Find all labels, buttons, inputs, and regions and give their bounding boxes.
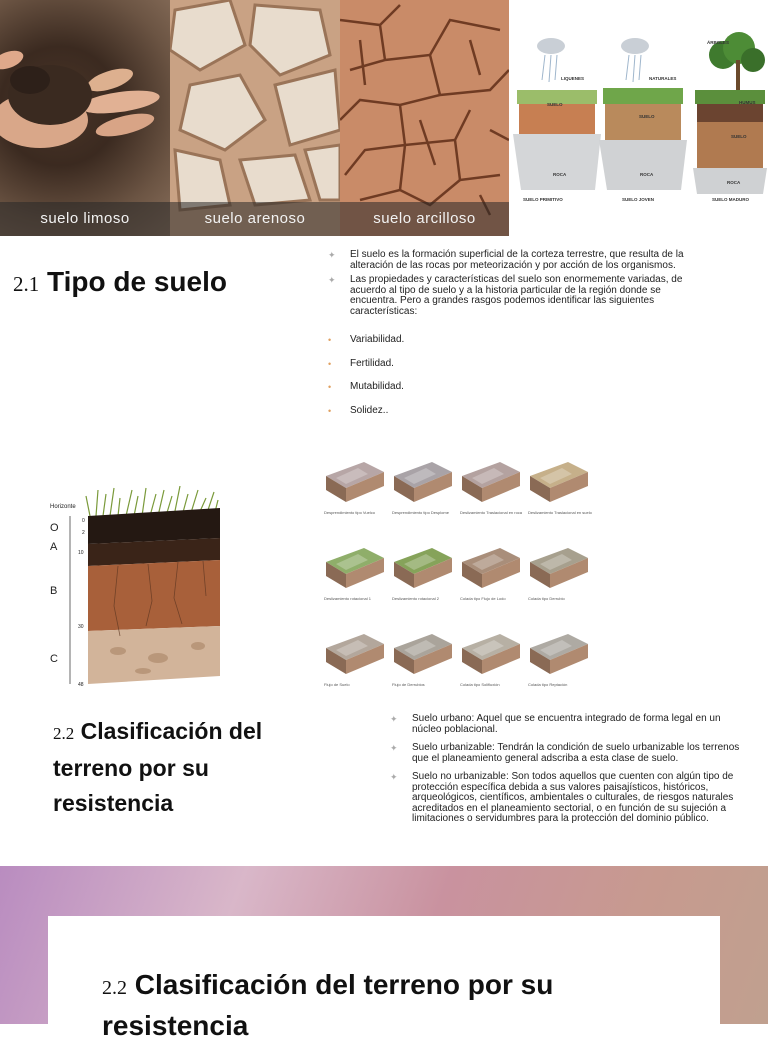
terrain-block-illustration	[460, 626, 522, 676]
bullet-icon: •	[328, 382, 332, 392]
terrain-block-illustration	[528, 454, 590, 504]
bullet-icon: ✦	[328, 250, 336, 260]
terrain-block-illustration	[460, 540, 522, 590]
soil-stages-illustration	[509, 0, 768, 236]
label-humus: HUMUS	[739, 100, 756, 105]
landslide-thumbnail	[392, 626, 454, 676]
landslide-thumbnail	[392, 540, 454, 590]
section-title-text: Tipo de suelo	[47, 266, 227, 297]
bullet-icon: ✦	[390, 772, 398, 782]
photo-suelo-arcilloso	[340, 0, 509, 236]
photo-caption: suelo limoso	[0, 202, 170, 236]
cracked-sand-illustration	[170, 0, 340, 236]
terrain-block-illustration	[392, 454, 454, 504]
classification-item: ✦ Suelo no urbanizable: Son todos aquellos que cuenten con algún tipo de protección específica debida a sus valores paisajísticos, históricos, arqueológicos, científicos, ambientales o culturales, de riesgos naturales acreditados en el planeamiento sectorial, o en función de su sujeción a limitaciones o servidumbres para la protección del dominio público.	[390, 771, 734, 824]
terrain-block-illustration	[460, 454, 522, 504]
landslide-types-grid	[320, 448, 600, 703]
terrain-block-illustration	[392, 626, 454, 676]
terrain-block-illustration	[528, 626, 590, 676]
landslide-caption: Deslizamiento Traslacional en roca	[460, 510, 523, 515]
label-suelo-2: SUELO	[639, 114, 655, 119]
photo-suelo-limoso	[0, 0, 170, 236]
stage-name-joven: SUELO JOVEN	[622, 197, 655, 202]
horizon-b: B	[50, 585, 58, 597]
classification-item: ✦ Suelo urbanizable: Tendrán la condición de suelo urbanizable los terrenos que el planeamiento general adscriba a esta clase de suelo.	[390, 742, 740, 764]
label-roca-2: ROCA	[640, 172, 654, 177]
landslide-thumbnail	[460, 626, 522, 676]
bullet-icon: ✦	[390, 743, 398, 753]
landslide-caption: Flujo de Suelo	[324, 682, 350, 687]
horizon-c: C	[50, 653, 58, 665]
title-line-1: 2.2 Clasificación del	[53, 718, 263, 744]
landslide-caption: Colada tipo Derrubio	[528, 596, 565, 601]
label-roca-3: ROCA	[727, 180, 741, 185]
terrain-block-illustration	[324, 626, 386, 676]
photo-caption: suelo arenoso	[170, 202, 340, 236]
section-title-tipo-de-suelo	[13, 266, 227, 298]
landslide-caption: Deslizamiento Traslacional en suelo	[528, 510, 592, 515]
next-slide-title: 2.2 Clasificación del terreno por su resistencia	[102, 969, 554, 1041]
terrain-block-illustration	[324, 454, 386, 504]
landslide-thumbnail	[324, 626, 386, 676]
depth-0: 0	[82, 518, 85, 524]
landslide-thumbnail	[460, 540, 522, 590]
terrain-block-illustration	[528, 540, 590, 590]
section1-text	[328, 249, 700, 416]
soil-formation-diagram	[509, 0, 768, 236]
landslide-caption: Deslizamiento rotacional 2	[392, 596, 439, 601]
depth-30: 30	[78, 624, 84, 630]
cracked-clay-illustration	[340, 0, 509, 236]
stage-name-maduro: SUELO MADURO	[712, 197, 749, 202]
horizon-header: Horizonte	[50, 504, 76, 510]
feature-item: • Mutabilidad.	[328, 381, 404, 392]
paragraph-definition: ✦ El suelo es la formación superficial de la corteza terrestre, que resulta de la alteración de las rocas por meteorización y por acción de los organismos.	[328, 249, 684, 271]
landslide-thumbnail	[528, 454, 590, 504]
section-title-clasificacion	[53, 714, 262, 821]
label-roca-1: ROCA	[553, 172, 567, 177]
landslide-thumbnail	[392, 454, 454, 504]
photo-suelo-arenoso	[170, 0, 340, 236]
horizon-o: O	[50, 522, 59, 534]
title-line-3: resistencia	[53, 790, 174, 816]
label-liquenes: LIQUENES	[561, 76, 585, 81]
landslide-caption: Colada tipo Flujo de Lodo	[460, 596, 506, 601]
label-naturales: NATURALES	[649, 76, 677, 81]
bullet-icon: •	[328, 335, 332, 345]
paragraph-properties: ✦ Las propiedades y características del suelo son enormemente variadas, de acuerdo al tipo de suelo y a la historia particular de la región donde se encuentra. Pero a grandes rasgos podemos identificar las siguientes características:	[328, 274, 683, 317]
section-number: 2.1	[13, 272, 40, 296]
feature-item: • Variabilidad.	[328, 334, 405, 345]
photo-caption: suelo arcilloso	[340, 202, 509, 236]
stage-name-primitivo: SUELO PRIMITIVO	[523, 197, 563, 202]
landslide-thumbnail	[460, 454, 522, 504]
terrain-block-illustration	[324, 540, 386, 590]
landslide-caption: Deslizamiento rotacional 1	[324, 596, 371, 601]
bullet-icon: ✦	[328, 275, 336, 285]
classification-item: ✦ Suelo urbano: Aquel que se encuentra integrado de forma legal en un núcleo poblacional.	[390, 713, 721, 735]
horizon-a: A	[50, 541, 58, 553]
label-arboles: ÁRBOLES	[707, 40, 730, 45]
feature-item: • Fertilidad.	[328, 357, 394, 369]
landslide-caption: Desprendimiento tipo Desplome	[392, 510, 449, 515]
terrain-block-illustration	[392, 540, 454, 590]
hand-with-soil-illustration	[0, 0, 170, 236]
bullet-icon: ✦	[390, 714, 398, 724]
label-suelo-3: SUELO	[731, 134, 747, 139]
depth-10: 10	[78, 550, 84, 556]
label-suelo-1: SUELO	[547, 102, 563, 107]
section2-list	[390, 713, 742, 825]
depth-48: 48	[78, 682, 84, 688]
landslide-thumbnail	[324, 454, 386, 504]
next-slide-card	[48, 916, 720, 1041]
landslide-thumbnail	[324, 540, 386, 590]
landslide-caption: Desprendimiento tipo Vuelco	[324, 510, 375, 515]
soil-profile-diagram	[48, 486, 228, 691]
landslide-thumbnail	[528, 540, 590, 590]
title-line-2: terreno por su	[53, 755, 209, 781]
bullet-icon: •	[328, 405, 332, 416]
feature-item: • Solidez..	[328, 404, 389, 416]
bullet-icon: •	[328, 358, 332, 369]
landslide-caption: Flujo de Derrubios	[392, 682, 425, 687]
landslide-caption: Colada tipo Solifluxión	[460, 682, 500, 687]
depth-2: 2	[82, 530, 85, 536]
landslide-caption: Colada tipo Reptación	[528, 682, 568, 687]
landslide-thumbnail	[528, 626, 590, 676]
soil-horizons-illustration	[48, 486, 228, 691]
